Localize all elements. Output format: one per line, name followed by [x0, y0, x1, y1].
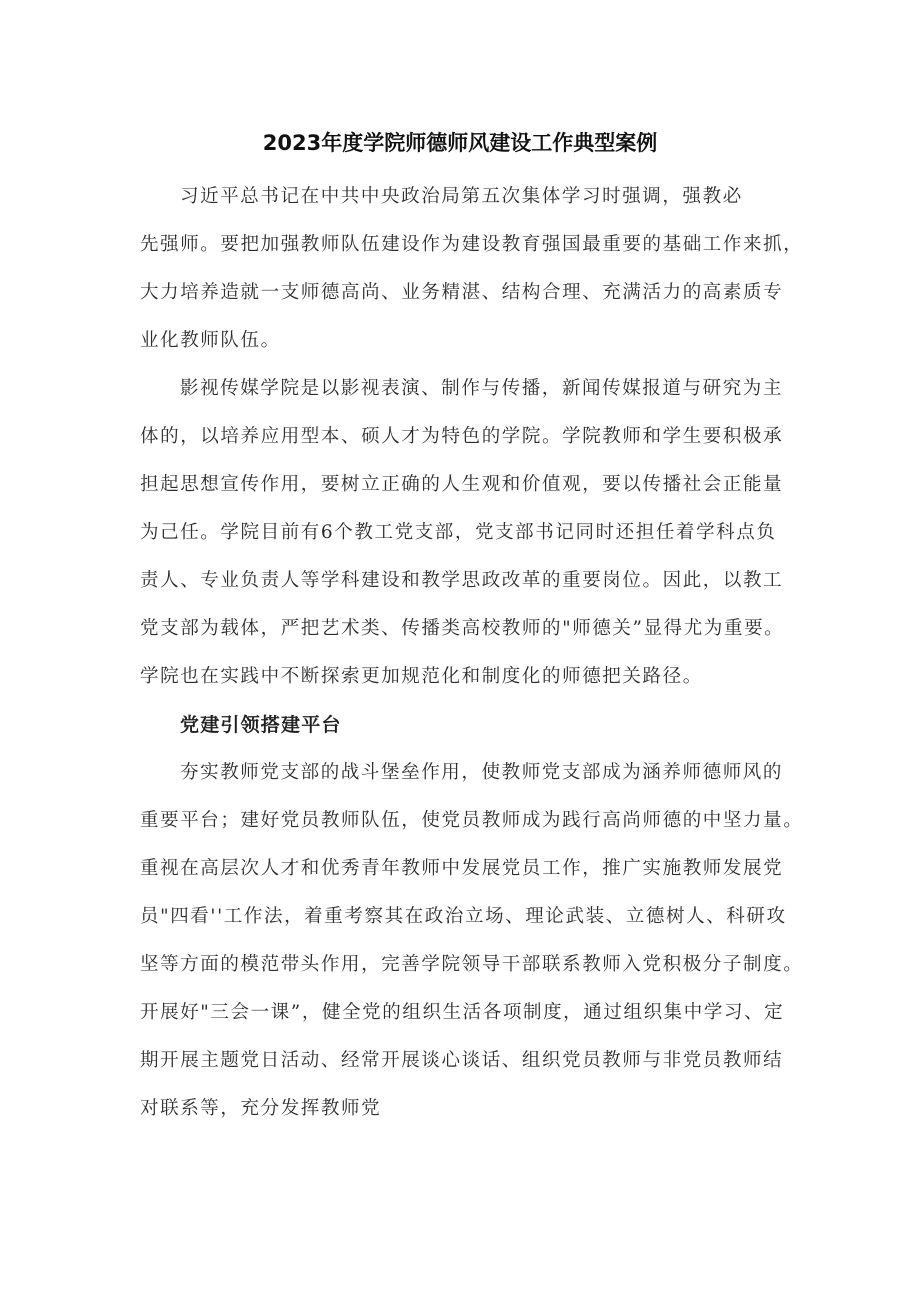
paragraph-line: 党支部为载体，严把艺术类、传播类高校教师的"师德关”显得尤为重要。 — [140, 618, 785, 639]
paragraph-line: 影视传媒学院是以影视表演、制作与传播，新闻传媒报道与研究为主 — [180, 378, 784, 399]
paragraph-line: 期开展主题党日活动、经常开展谈心谈话、组织党员教师与非党员教师结 — [140, 1050, 784, 1071]
paragraph-line: 学院也在实践中不断探索更加规范化和制度化的师德把关路径。 — [140, 666, 703, 687]
paragraph-line: 习近平总书记在中共中央政治局第五次集体学习时强调，强教必 — [180, 186, 743, 207]
paragraph-line: 员"四看''工作法，着重考察其在政治立场、理论武装、立德树人、科研攻 — [140, 906, 787, 927]
paragraph-line: 担起思想宣传作用，要树立正确的人生观和价值观，要以传播社会正能量 — [140, 474, 784, 495]
document-title: 2023年度学院师德师风建设工作典型案例 — [262, 131, 658, 155]
paragraph-line: 先强师。要把加强教师队伍建设作为建设教育强国最重要的基础工作来抓， — [140, 234, 804, 255]
paragraph-line: 体的，以培养应用型本、硕人才为特色的学院。学院教师和学生要积极承 — [140, 426, 784, 447]
paragraph-line: 对联系等，充分发挥教师党 — [140, 1098, 382, 1119]
paragraph-line: 重要平台；建好党员教师队伍，使党员教师成为践行高尚师德的中坚力量。 — [140, 810, 804, 831]
paragraph-line: 责人、专业负责人等学科建设和教学思政改革的重要岗位。因此，以教工 — [140, 570, 784, 591]
paragraph-line: 重视在高层次人才和优秀青年教师中发展党员工作，推广实施教师发展党 — [140, 858, 784, 879]
paragraph-line: 开展好"三会一课”，健全党的组织生活各项制度，通过组织集中学习、定 — [140, 1002, 785, 1023]
paragraph-line: 夯实教师党支部的战斗堡垒作用，使教师党支部成为涵养师德师风的 — [180, 762, 784, 783]
paragraph-line: 大力培养造就一支师德高尚、业务精湛、结构合理、充满活力的高素质专 — [140, 282, 784, 303]
paragraph-line: 为己任。学院目前有6个教工党支部，党支部书记同时还担任着学科点负 — [140, 522, 777, 543]
section-heading: 党建引领搭建平台 — [180, 714, 342, 736]
paragraph-line: 业化教师队伍。 — [140, 330, 281, 351]
paragraph-line: 坚等方面的模范带头作用，完善学院领导干部联系教师入党积极分子制度。 — [140, 954, 804, 975]
